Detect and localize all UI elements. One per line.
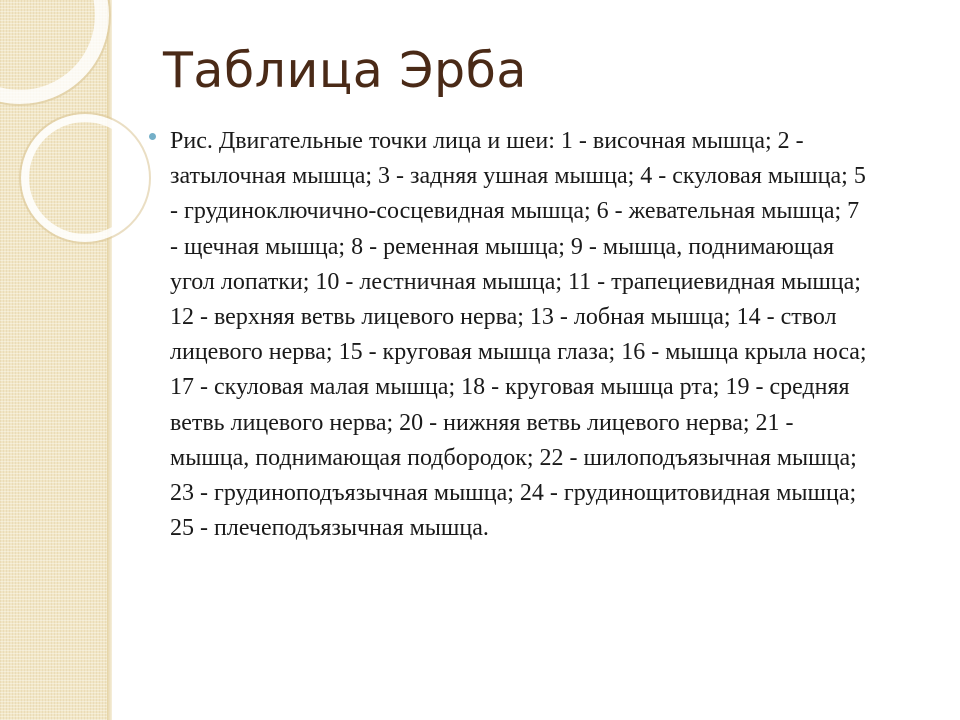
- side-strip-edge: [107, 0, 112, 720]
- decorative-side-strip: [0, 0, 107, 720]
- slide-title: Таблица Эрба: [163, 42, 527, 99]
- slide-body-text: Рис. Двигательные точки лица и шеи: 1 - височная мышца; 2 - затылочная мышца; 3 - задняя ушная мышца; 4 - скуловая мышца; 5 - грудиноключично-сосцевидная мышца; 6 - жевательная мышца; 7 - щечная мышца; 8 - ременная мышца; 9 - мышца, поднимающая угол лопатки; 10 - лестничная мышца; 11 - трапециевидная мышца; 12 - верхняя ветвь лицевого нерва; 13 - лобная мышца; 14 - ствол лицевого нерва; 15 - круговая мышца глаза; 16 - мышца крыла носа; 17 - скуловая малая мышца; 18 - круговая мышца рта; 19 - средняя ветвь лицевого нерва; 20 - нижняя ветвь лицевого нерва; 21 - мышца, поднимающая подбородок; 22 - шилоподъязычная мышца; 23 - грудиноподъязычная мышца; 24 - грудинощитовидная мышца; 25 - плечеподъязычная мышца.: [170, 128, 867, 542]
- bullet-dot: [149, 133, 156, 140]
